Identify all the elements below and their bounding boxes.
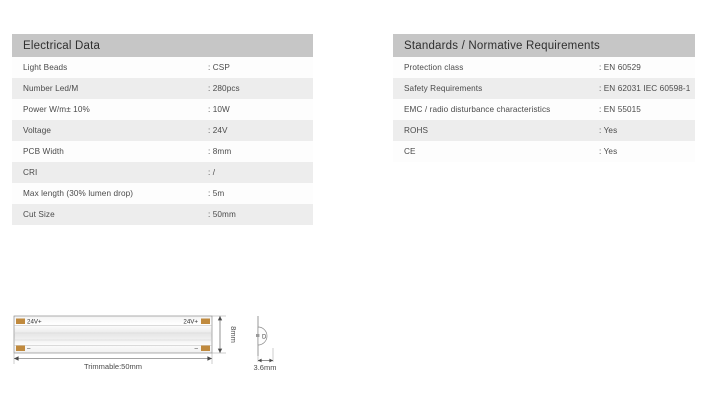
- spec-value: : EN 55015: [599, 105, 695, 114]
- spec-value: : 5m: [208, 189, 313, 198]
- spec-value: : 24V: [208, 126, 313, 135]
- length-dimension-label: Trimmable:50mm: [83, 362, 143, 371]
- spec-label: Protection class: [404, 63, 464, 72]
- spec-label: Safety Requirements: [404, 84, 483, 93]
- pad-label-right-positive: 24V+: [183, 318, 198, 326]
- standards-requirements-table: [393, 34, 695, 162]
- standards-requirements-header: [393, 34, 695, 57]
- pad-label-right-negative: –: [194, 345, 198, 353]
- profile-dimension-label: 3.6mm: [253, 363, 277, 372]
- spec-value: : Yes: [599, 126, 695, 135]
- spec-value: : 280pcs: [208, 84, 313, 93]
- width-dimension-label: 8mm: [229, 326, 238, 343]
- electrical-data-title: Electrical Data: [23, 39, 101, 52]
- pad-label-left-negative: –: [27, 345, 31, 353]
- table-row: [12, 99, 313, 120]
- solder-pad-right-positive: [201, 319, 210, 325]
- spec-value: : Yes: [599, 147, 695, 156]
- electrical-data-table: [12, 34, 313, 225]
- standards-requirements-title: Standards / Normative Requirements: [404, 39, 600, 52]
- solder-pad-left-positive: [16, 319, 25, 325]
- spec-label: Light Beads: [23, 63, 68, 72]
- table-row: [12, 120, 313, 141]
- spec-value: : /: [208, 168, 313, 177]
- width-dimension: [212, 316, 238, 353]
- cross-section-profile: [254, 316, 277, 372]
- strip-top-view: [14, 316, 212, 353]
- table-row: [393, 120, 695, 141]
- spec-value: : 10W: [208, 105, 313, 114]
- spec-value: : EN 62031 IEC 60598-1: [599, 84, 695, 93]
- spec-label: CRI: [23, 168, 38, 177]
- profile-letter-label: D: [262, 334, 267, 341]
- spec-label: ROHS: [404, 126, 429, 135]
- spec-label: Number Led/M: [23, 84, 79, 93]
- spec-label: Power W/m± 10%: [23, 105, 90, 114]
- solder-pad-right-negative: [201, 346, 210, 352]
- spec-label: Voltage: [23, 126, 52, 135]
- spec-label: CE: [404, 147, 416, 156]
- table-row: [12, 78, 313, 99]
- table-row: [12, 57, 313, 78]
- led-strip-technical-drawing: [0, 300, 340, 390]
- spec-value: : 50mm: [208, 210, 313, 219]
- table-row: [12, 141, 313, 162]
- spec-label: EMC / radio disturbance characteristics: [404, 105, 551, 114]
- spec-value: : EN 60529: [599, 63, 695, 72]
- spec-label: Max length (30% lumen drop): [23, 189, 134, 198]
- table-row: [12, 183, 313, 204]
- pad-label-left-positive: 24V+: [27, 318, 42, 326]
- table-row: [393, 141, 695, 162]
- spec-label: Cut Size: [23, 210, 55, 219]
- spec-label: PCB Width: [23, 147, 64, 156]
- table-row: [12, 204, 313, 225]
- length-dimension: [14, 353, 212, 371]
- spec-value: : 8mm: [208, 147, 313, 156]
- table-row: [393, 78, 695, 99]
- table-row: [393, 57, 695, 78]
- solder-pad-left-negative: [16, 346, 25, 352]
- electrical-data-header: [12, 34, 313, 57]
- table-row: [12, 162, 313, 183]
- table-row: [393, 99, 695, 120]
- spec-value: : CSP: [208, 63, 313, 72]
